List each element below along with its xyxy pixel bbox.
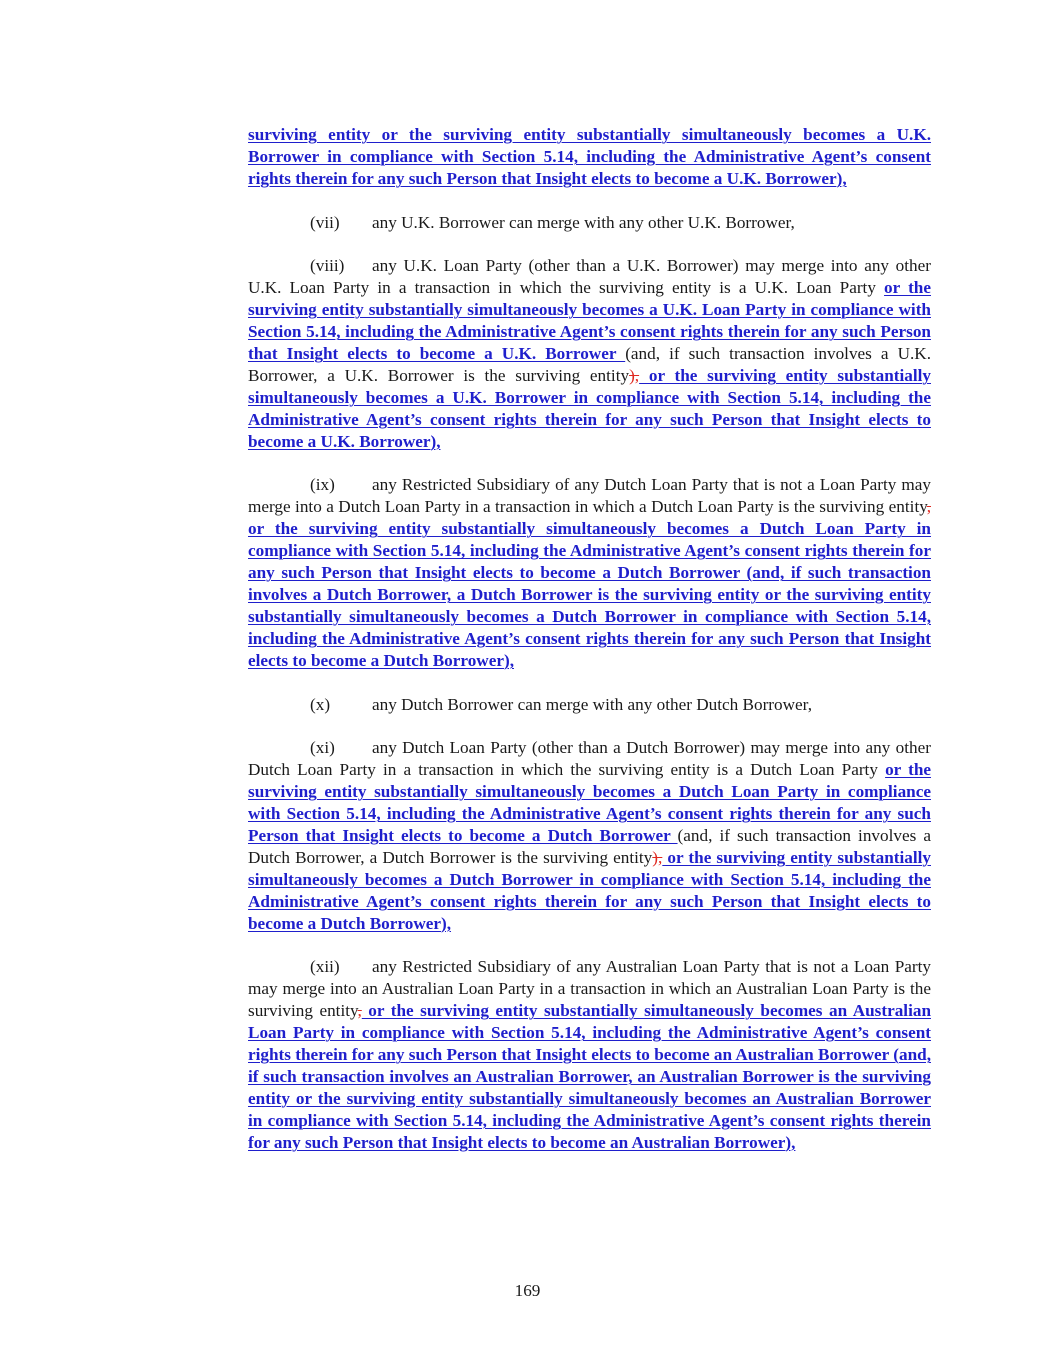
inserted-text: or the surviving entity substantially simultaneously becomes a Dutch Borrower in compliance with Section 5.14, including the Administrative Agent’s consent rights therein for any such Person that Insight elects to become a Dutch Borrower),: [248, 847, 931, 933]
clause-text: any U.K. Borrower can merge with any other U.K. Borrower,: [372, 212, 795, 232]
clause-text: any Restricted Subsidiary of any Australian Loan Party that is not a Loan Party may merge into an Australian Loan Party in a transaction in which an Australian Loan Party is the surviving entity: [248, 957, 931, 1021]
clause-viii: [248, 255, 931, 452]
clause-xii: [248, 956, 931, 1153]
inserted-text: or the surviving entity substantially simultaneously becomes a U.K. Loan Party in compliance with Section 5.14, including the Administrative Agent’s consent rights therein for any such Person that Insight elects to become a U.K. Borrower: [248, 278, 931, 364]
deleted-text: ,: [926, 497, 931, 517]
deleted-text: ),: [629, 365, 640, 385]
clause-number: (viii): [310, 256, 345, 276]
inserted-text: or the surviving entity substantially simultaneously becomes an Australian Loan Party in compliance with Section 5.14, including the Administrative Agent’s consent rights therein for any such Person that Insight elects to become an Australian Borrower (and, if such transaction involves an Australian Borrower, an Australian Borrower is the surviving entity or the surviving entity substantially simultaneously becomes an Australian Borrower in compliance with Section 5.14, including the Administrative Agent’s consent rights therein for any such Person that Insight elects to become an Australian Borrower),: [248, 1001, 931, 1152]
inserted-text: or the surviving entity substantially simultaneously becomes a Dutch Loan Party in compliance with Section 5.14, including the Administrative Agent’s consent rights therein for any such Person that Insight elects to become a Dutch Borrower: [248, 760, 932, 845]
clause-text: (and, if such transaction involves a U.K. Borrower, a U.K. Borrower is the surviving entity: [248, 344, 931, 385]
clause-number: (x): [310, 694, 331, 714]
clause-number: (ix): [310, 475, 335, 495]
page-number: 169: [514, 1281, 541, 1300]
clause-vii: [248, 212, 931, 234]
clause-number: (xii): [310, 957, 340, 977]
clause-ix: [248, 474, 931, 671]
deleted-text: ,: [357, 1001, 362, 1021]
clause-text: any Dutch Loan Party (other than a Dutch Borrower) may merge into any other Dutch Loan Party in a transaction in which the surviving entity is a Dutch Loan Party: [248, 738, 931, 780]
inserted-text: surviving entity or the surviving entity substantially simultaneously becomes a U.K. Borrower in compliance with Section 5.14, including the Administrative Agent’s consent rights therein for any such Person that Insight elects to become a U.K. Borrower),: [248, 125, 931, 188]
clause-xi: [248, 737, 931, 934]
clause-text: any Restricted Subsidiary of any Dutch Loan Party that is not a Loan Party may merge into a Dutch Loan Party in a transaction in which a Dutch Loan Party is the surviving entity: [248, 475, 931, 517]
clause-number: (vii): [310, 212, 340, 232]
inserted-text: or the surviving entity substantially simultaneously becomes a U.K. Borrower in compliance with Section 5.14, including the Administrative Agent’s consent rights therein for any such Person that Insight elects to become a U.K. Borrower),: [248, 365, 931, 451]
inserted-text: or the surviving entity substantially simultaneously becomes a Dutch Loan Party in compliance with Section 5.14, including the Administrative Agent’s consent rights therein for any such Person that Insight elects to become a Dutch Borrower (and, if such transaction involves a Dutch Borrower, a Dutch Borrower is the surviving entity or the surviving entity substantially simultaneously becomes a Dutch Borrower in compliance with Section 5.14, including the Administrative Agent’s consent rights therein for any such Person that Insight elects to become a Dutch Borrower),: [248, 519, 931, 670]
paragraph-continuation: [248, 124, 931, 190]
clause-text: any U.K. Loan Party (other than a U.K. Borrower) may merge into any other U.K. Loan Party in a transaction in which the surviving entity is a U.K. Loan Party: [248, 256, 931, 298]
clause-text: any Dutch Borrower can merge with any other Dutch Borrower,: [372, 694, 813, 714]
clause-text: (and, if such transaction involves a Dutch Borrower, a Dutch Borrower is the surviving entity: [248, 825, 931, 867]
document-body: [248, 124, 931, 1175]
clause-x: [248, 694, 931, 716]
deleted-text: ),: [652, 847, 663, 867]
clause-number: (xi): [310, 738, 335, 758]
